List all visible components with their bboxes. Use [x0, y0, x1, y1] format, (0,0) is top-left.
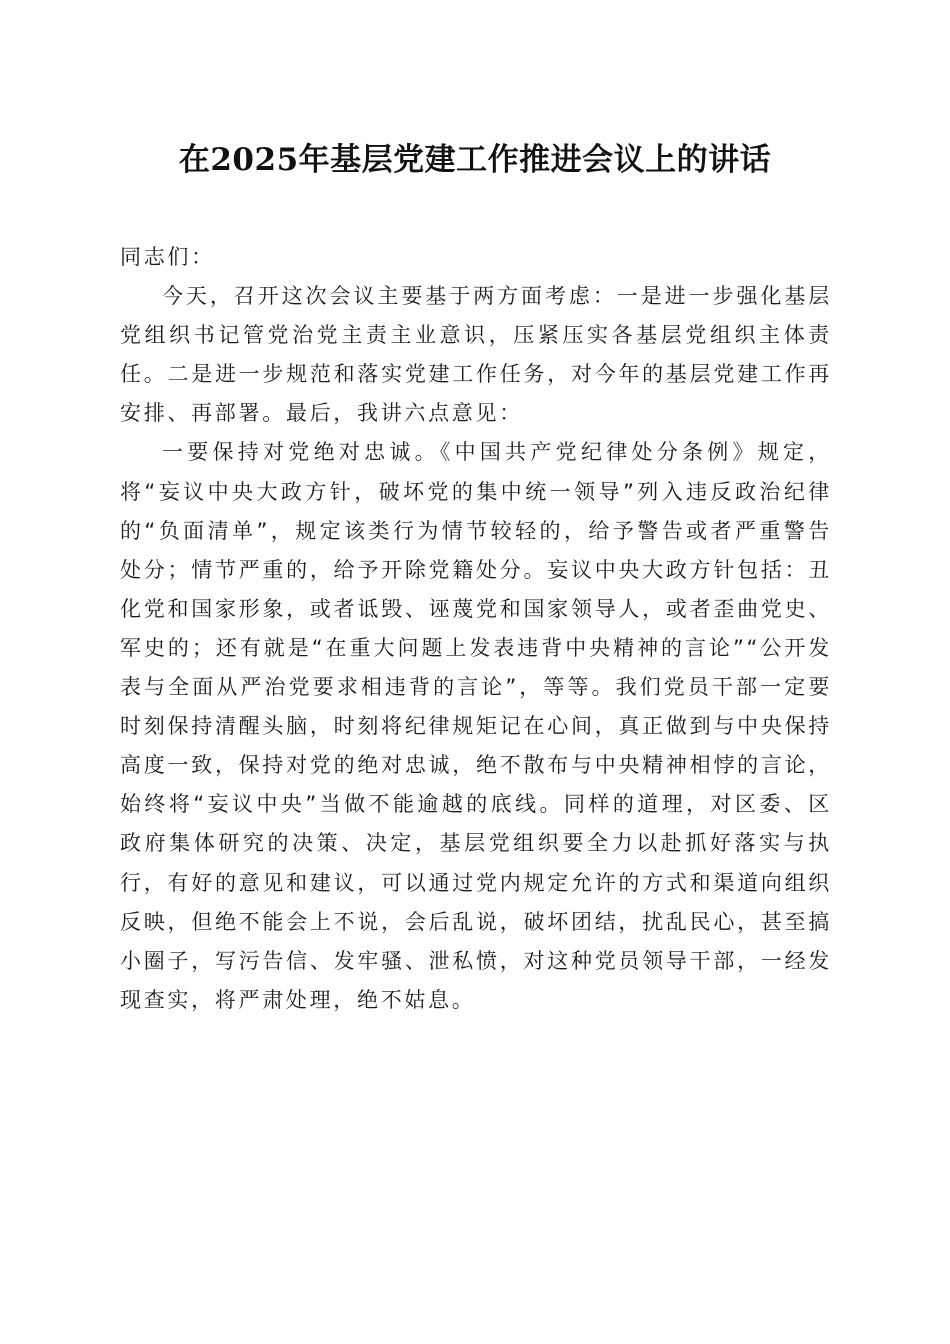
- paragraph-loyalty: 一要保持对党绝对忠诚。《中国共产党纪律处分条例》规定，将“妄议中央大政方针，破坏党的集中统一领导”列入违反政治纪律的“负面清单”，规定该类行为情节较轻的，给予警告或者严重警告处分；情节严重的，给予开除党籍处分。妄议中央大政方针包括：丑化党和国家形象，或者诋毁、诬蔑党和国家领导人，或者歪曲党史、军史的；还有就是“在重大问题上发表违背中央精神的言论”“公开发表与全面从严治党要求相违背的言论”，等等。我们党员干部一定要时刻保持清醒头脑，时刻将纪律规矩记在心间，真正做到与中央保持高度一致，保持对党的绝对忠诚，绝不散布与中央精神相悖的言论，始终将“妄议中央”当做不能逾越的底线。同样的道理，对区委、区政府集体研究的决策、决定，基层党组织要全力以赴抓好落实与执行，有好的意见和建议，可以通过党内规定允许的方式和渠道向组织反映，但绝不能会上不说，会后乱说，破坏团结，扰乱民心，甚至搞小圈子，写污告信、发牢骚、泄私愤，对这种党员领导干部，一经发现查实，将严肃处理，绝不姑息。: [120, 440, 832, 1012]
- greeting: 同志们：: [120, 245, 215, 269]
- document-body: [120, 238, 832, 1020]
- paragraph-intro: 今天，召开这次会议主要基于两方面考虑：一是进一步强化基层党组织书记管党治党主责主业意识，压紧压实各基层党组织主体责任。二是进一步规范和落实党建工作任务，对今年的基层党建工作再安排、再部署。最后，我讲六点意见：: [120, 284, 832, 426]
- document-title: 在2025年基层党建工作推进会议上的讲话: [178, 142, 772, 178]
